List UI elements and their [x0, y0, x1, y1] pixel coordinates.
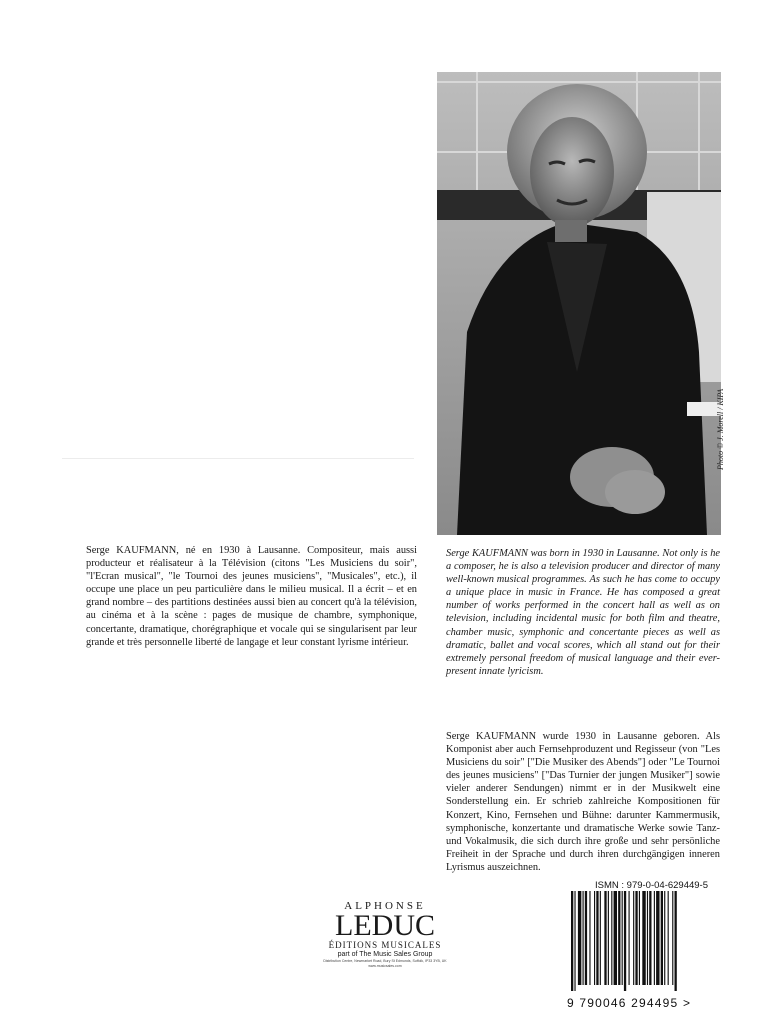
barcode-bar: [629, 891, 630, 985]
logo-group: part of The Music Sales Group: [337, 951, 433, 958]
barcode-number: 9 790046 294495 >: [567, 996, 692, 1010]
barcode-bar: [594, 891, 595, 985]
barcode-bar: [618, 891, 620, 985]
barcode-bar: [649, 891, 651, 985]
logo-url: www.musicsales.com: [368, 964, 402, 968]
bio-german: Serge KAUFMANN wurde 1930 in Lausanne geboren. Als Komponist aber auch Fernsehproduzent und Regisseur (von "Les Musiciens du soir" ["Die Musiker des Abends"] oder "Le Tournoi des jeunes musiciens" ["Das Turnier der jungen Musiker"] sowie vieler anderer Sendungen) nimmt er in der Musikwelt eine Sonderstellung ein. Er schrieb zahlreiche Kompositionen für Konzert, Kino, Fernsehen und Bühne: darunter Kammermusik, symphonische, konzertante und dramatische Werke sowie Tanz- und Vokalmusik, die sich durch ihre große und sehr persönliche Freiheit in der Sprache und durch ihren durchgängigen inneren Lyrismus auszeichnen.: [446, 731, 720, 873]
logo-leduc: LEDUC: [335, 909, 435, 942]
barcode-bar: [614, 891, 617, 985]
barcode-bar: [574, 891, 575, 991]
barcode-bar: [675, 891, 677, 991]
barcode-bar: [604, 891, 606, 985]
barcode-bar: [583, 891, 584, 985]
barcode-bar: [622, 891, 623, 985]
barcode-bar: [633, 891, 634, 985]
barcode-bar: [654, 891, 655, 985]
barcode-bar: [635, 891, 637, 985]
barcode-icon: [567, 891, 722, 991]
barcode-bar: [656, 891, 659, 985]
photo-credit: Photo © J. Morell / KIPA: [716, 388, 725, 470]
portrait-photo: [437, 72, 721, 535]
barcode-bar: [661, 891, 663, 985]
ismn-label: ISMN : 979-0-04-629449-5: [595, 880, 709, 891]
barcode-bar: [571, 891, 573, 991]
logo-alphonse: ALPHONSE: [344, 900, 426, 912]
barcode-bar: [642, 891, 645, 985]
barcode-bar: [585, 891, 587, 985]
barcode-bar: [589, 891, 590, 985]
barcode-bar: [578, 891, 581, 985]
bio-english: Serge KAUFMANN was born in 1930 in Lausanne. Not only is he a composer, he is also a television producer and director of many well-known musical programmes. As such he has come to occupy a unique place in music in France. He has composed a great number of works performed in the concert hall as well as on television, including incidental music for both film and theatre, chamber music, symphonic and concertante pieces as well as dramatic, ballet and vocal scores, which all stand out for their extremely personal freedom of musical language and their ever-present innate lyricism.: [446, 548, 720, 677]
publisher-logo: [300, 900, 470, 969]
bio-french: Serge KAUFMANN, né en 1930 à Lausanne. Compositeur, mais aussi producteur et réalisateur à la Télévision (citons "Les Musiciens du soir", "l'Ecran musical", "le Tournoi des jeunes musiciens", "Musicales", etc.), il occupe une place un peu particulière dans le milieu musical. Il a écrit – et en grand nombre – des partitions destinées aussi bien au concert qu'à la télévision, au cinéma et à la scène : pages de musique de chambre, symphonique, concertante, dramatique, chorégraphique et vocale qui se singularisent par leur grande et très personnelle liberté de langage et leur constant lyrisme intérieur.: [86, 545, 417, 648]
barcode-bar: [611, 891, 612, 985]
barcode-bar: [639, 891, 640, 985]
barcode-bar: [672, 891, 673, 985]
barcode-bar: [668, 891, 669, 985]
divider: [62, 458, 414, 459]
logo-editions: ÉDITIONS MUSICALES: [328, 940, 442, 950]
barcode-bar: [664, 891, 665, 985]
composer-photo: [437, 72, 721, 535]
logo-address: Distribution Centre, Newmarket Road, Bury St Edmunds, Suffolk, IP33 3YB, UK: [323, 959, 447, 963]
barcode-bar: [624, 891, 626, 991]
barcode-bar: [647, 891, 648, 985]
barcode-bar: [600, 891, 601, 985]
barcode-bar: [596, 891, 598, 985]
barcode-bar: [608, 891, 609, 985]
